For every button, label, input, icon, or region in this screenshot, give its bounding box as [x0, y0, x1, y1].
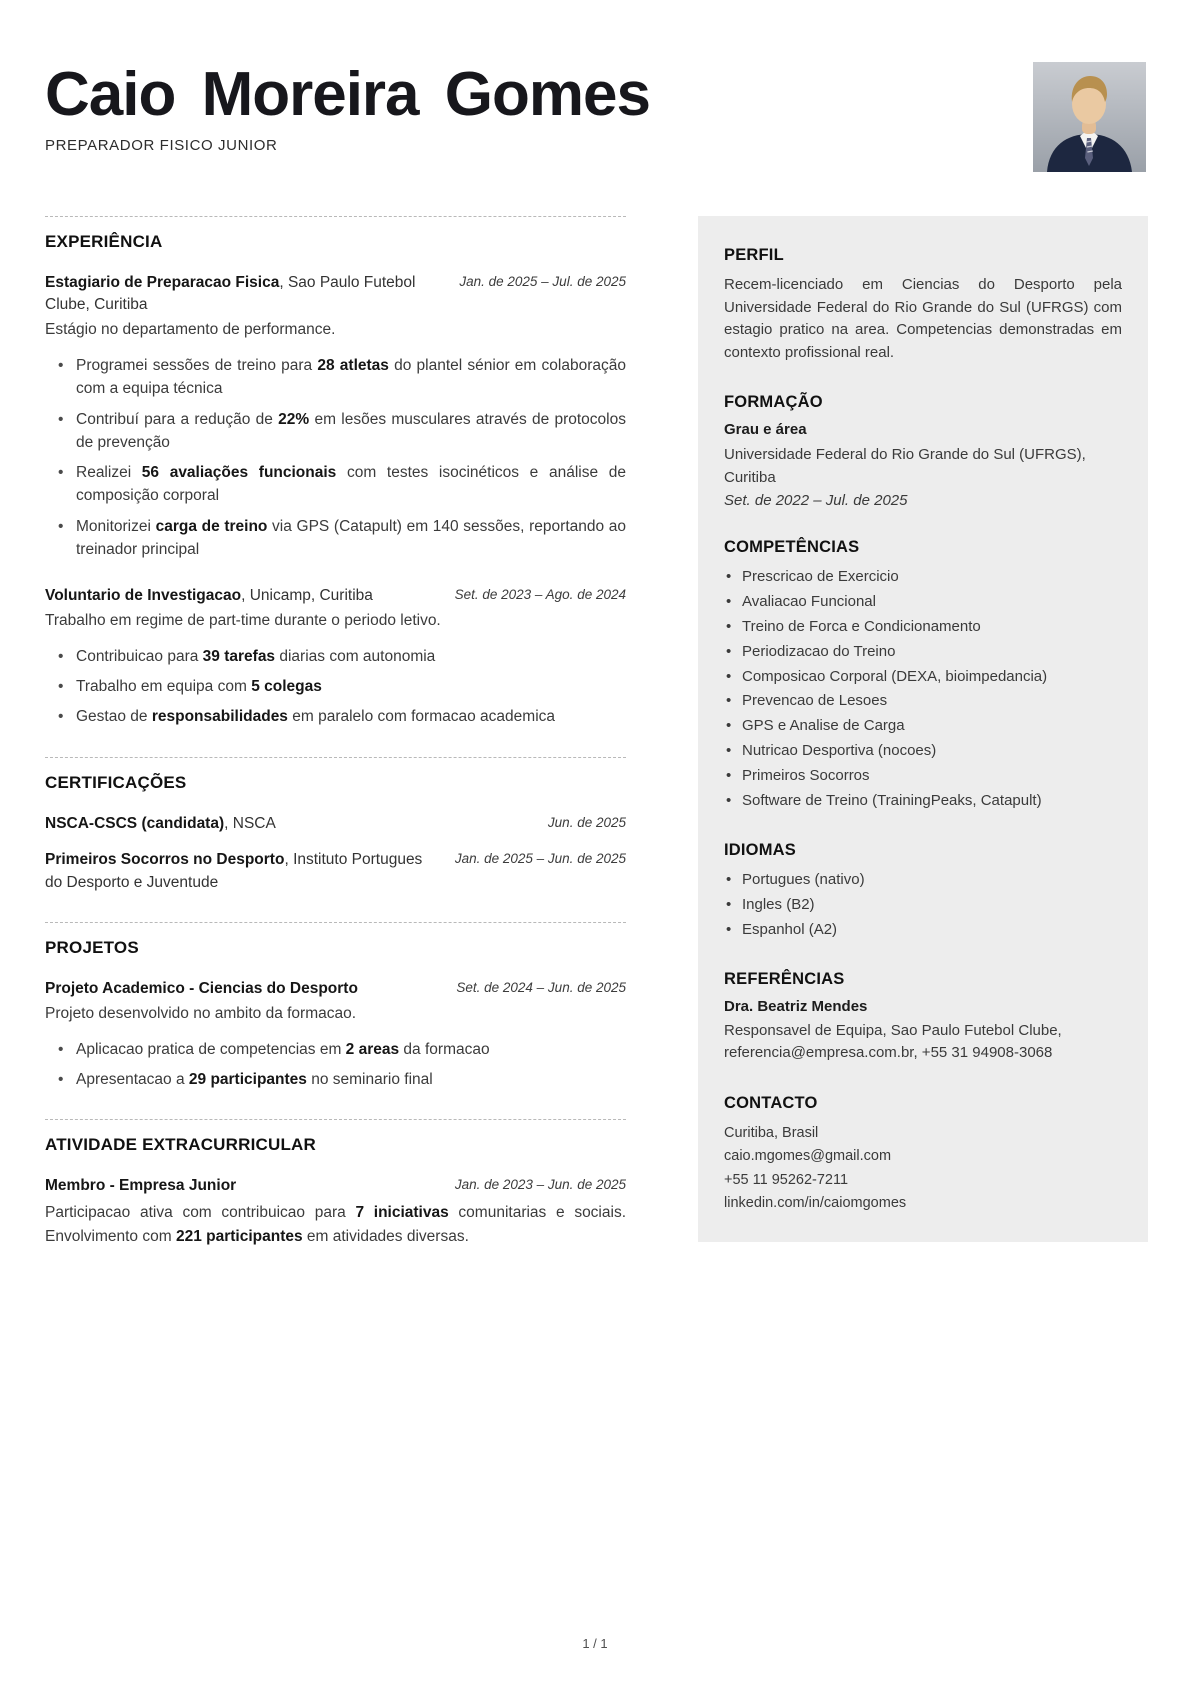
entry-date: Jun. de 2025 — [547, 814, 626, 830]
projects-heading: PROJETOS — [45, 938, 139, 958]
bullet-item: • Aplicacao pratica de competencias em 2 areas da formacao — [45, 1038, 626, 1061]
contact-section — [724, 1094, 1122, 1216]
section-divider — [45, 1119, 626, 1120]
skill-item: • Prevencao de Lesoes — [724, 690, 1122, 712]
bullet-item: • Apresentacao a 29 participantes no seminario final — [45, 1068, 626, 1091]
reference-name: Dra. Beatriz Mendes — [724, 997, 868, 1015]
bullet-item: • Contribuicao para 39 tarefas diarias com autonomia — [45, 645, 626, 668]
right-column-panel — [698, 216, 1148, 1242]
language-item: • Ingles (B2) — [724, 894, 1122, 916]
skills-list — [724, 566, 1122, 812]
activity-name: Membro - Empresa Junior — [45, 1177, 237, 1195]
entry-title — [45, 849, 429, 894]
references-heading: REFERÊNCIAS — [724, 969, 845, 988]
experience-entry-2 — [45, 585, 626, 728]
language-item: • Portugues (nativo) — [724, 869, 1122, 891]
skill-item: • Prescricao de Exercicio — [724, 566, 1122, 588]
header — [45, 62, 1148, 172]
header-text — [45, 62, 650, 154]
certification-entry-1 — [45, 813, 626, 835]
candidate-job-title: PREPARADOR FISICO JUNIOR — [45, 137, 278, 155]
skill-item: • Primeiros Socorros — [724, 765, 1122, 787]
skills-heading: COMPETÊNCIAS — [724, 538, 860, 556]
bullet-item: • Monitorizei carga de treino via GPS (Catapult) em 140 sessões, reportando ao treinador principal — [45, 515, 626, 562]
entry-head — [45, 978, 626, 1000]
entry-head — [45, 813, 626, 835]
contact-email: caio.mgomes@gmail.com — [724, 1148, 892, 1165]
extracurricular-entry-1 — [45, 1175, 626, 1249]
entry-head — [45, 849, 626, 894]
reference-detail: Responsavel de Equipa, Sao Paulo Futebol Clube, referencia@empresa.com.br, +55 31 94908-3068 — [724, 1021, 1062, 1062]
certifications-section — [45, 757, 626, 894]
education-section — [724, 393, 1122, 509]
experience-heading: EXPERIÊNCIA — [45, 232, 163, 251]
certification-entry-2 — [45, 849, 626, 894]
cert-name: NSCA-CSCS (candidata) — [45, 814, 225, 832]
skill-item: • Treino de Forca e Condicionamento — [724, 616, 1122, 638]
skill-item: • Composicao Corporal (DEXA, bioimpedancia) — [724, 666, 1122, 688]
contact-location: Curitiba, Brasil — [724, 1124, 819, 1141]
entry-title — [45, 272, 433, 317]
entry-summary: Projeto desenvolvido no ambito da formacao. — [45, 1004, 357, 1022]
activity-description: Participacao ativa com contribuicao para 7 iniciativas comunitarias e sociais. Envolvimento com 221 participantes em atividades diversas. — [45, 1203, 626, 1245]
certifications-heading: CERTIFICAÇÕES — [45, 772, 187, 792]
bullet-item: • Gestao de responsabilidades em paralelo com formacao academica — [45, 705, 626, 728]
project-entry-1 — [45, 978, 626, 1091]
section-divider — [45, 922, 626, 923]
cert-name: Primeiros Socorros no Desporto — [45, 851, 285, 869]
entry-title — [45, 978, 430, 1000]
experience-section — [45, 216, 626, 729]
skill-item: • Periodizacao do Treino — [724, 641, 1122, 663]
bullet-item: • Realizei 56 avaliações funcionais com testes isocinéticos e análise de composição corporal — [45, 461, 626, 508]
entry-summary: Trabalho em regime de part-time durante o periodo letivo. — [45, 611, 441, 629]
bullet-item: • Programei sessões de treino para 28 atletas do plantel sénior em colaboração com a equipa técnica — [45, 354, 626, 401]
cert-issuer: , Instituto Portugues do Desporto e Juventude — [45, 851, 423, 891]
profile-heading: PERFIL — [724, 246, 784, 264]
languages-heading: IDIOMAS — [724, 840, 796, 859]
entry-title-org: , Unicamp, Curitiba — [241, 587, 373, 605]
language-item: • Espanhol (A2) — [724, 919, 1122, 941]
bullet-list — [45, 645, 626, 729]
entry-head — [45, 1175, 626, 1197]
entry-title — [45, 1175, 429, 1197]
education-date: Set. de 2022 – Jul. de 2025 — [724, 492, 908, 509]
skill-item: • Software de Treino (TrainingPeaks, Catapult) — [724, 790, 1122, 812]
entry-title-role: Voluntario de Investigacao — [45, 587, 242, 605]
contact-linkedin: linkedin.com/in/caiomgomes — [724, 1195, 907, 1212]
contact-phone: +55 11 95262-7211 — [724, 1171, 849, 1188]
skill-item: • GPS e Analise de Carga — [724, 715, 1122, 737]
entry-head — [45, 272, 626, 317]
education-school: Universidade Federal do Rio Grande do Sul (UFRGS), Curitiba — [724, 446, 1086, 486]
bullet-list — [45, 1038, 626, 1092]
section-divider — [45, 216, 626, 217]
profile-section — [724, 246, 1122, 364]
extracurricular-section — [45, 1119, 626, 1249]
entry-date: Jan. de 2023 – Jun. de 2025 — [454, 1177, 626, 1193]
profile-photo — [1033, 62, 1146, 172]
education-degree: Grau e área — [724, 421, 807, 438]
entry-summary: Estágio no departamento de performance. — [45, 320, 336, 338]
bullet-list — [45, 354, 626, 561]
skill-item: • Avaliacao Funcional — [724, 591, 1122, 613]
bullet-item: • Contribuí para a redução de 22% em lesões musculares através de protocolos de prevenção — [45, 408, 626, 455]
extracurricular-heading: ATIVIDADE EXTRACURRICULAR — [45, 1135, 317, 1155]
entry-head — [45, 585, 626, 607]
contact-heading: CONTACTO — [724, 1093, 818, 1112]
experience-entry-1 — [45, 272, 626, 561]
languages-section — [724, 841, 1122, 941]
entry-title-role: Estagiario de Preparacao Fisica — [45, 274, 280, 291]
skills-section — [724, 538, 1122, 812]
entry-date: Jan. de 2025 – Jun. de 2025 — [454, 851, 626, 867]
profile-text: Recem-licenciado em Ciencias do Desporto pela Universidade Federal do Rio Grande do Sul (UFRGS) com estagio pratico na area. Competencias demonstradas em contexto profissional real. — [724, 276, 1122, 361]
entry-date: Set. de 2023 – Ago. de 2024 — [454, 587, 626, 603]
projects-section — [45, 922, 626, 1091]
languages-list — [724, 869, 1122, 941]
entry-title — [45, 813, 522, 835]
page-indicator: 1 / 1 — [582, 1636, 608, 1651]
cert-issuer: , NSCA — [224, 814, 276, 832]
project-name: Projeto Academico - Ciencias do Desporto — [45, 980, 358, 998]
entry-date: Set. de 2024 – Jun. de 2025 — [456, 980, 626, 996]
education-heading: FORMAÇÃO — [724, 393, 823, 411]
section-divider — [45, 757, 626, 758]
left-column — [45, 216, 626, 1277]
content-columns — [45, 216, 1148, 1277]
candidate-name: Caio Moreira Gomes — [45, 60, 650, 129]
bullet-item: • Trabalho em equipa com 5 colegas — [45, 675, 626, 698]
entry-date: Jan. de 2025 – Jul. de 2025 — [459, 274, 626, 289]
skill-item: • Nutricao Desportiva (nocoes) — [724, 740, 1122, 762]
references-section — [724, 970, 1122, 1065]
entry-title-org: , Sao Paulo Futebol Clube, Curitiba — [45, 274, 416, 314]
entry-title — [45, 585, 429, 607]
headshot-image — [1033, 62, 1146, 172]
